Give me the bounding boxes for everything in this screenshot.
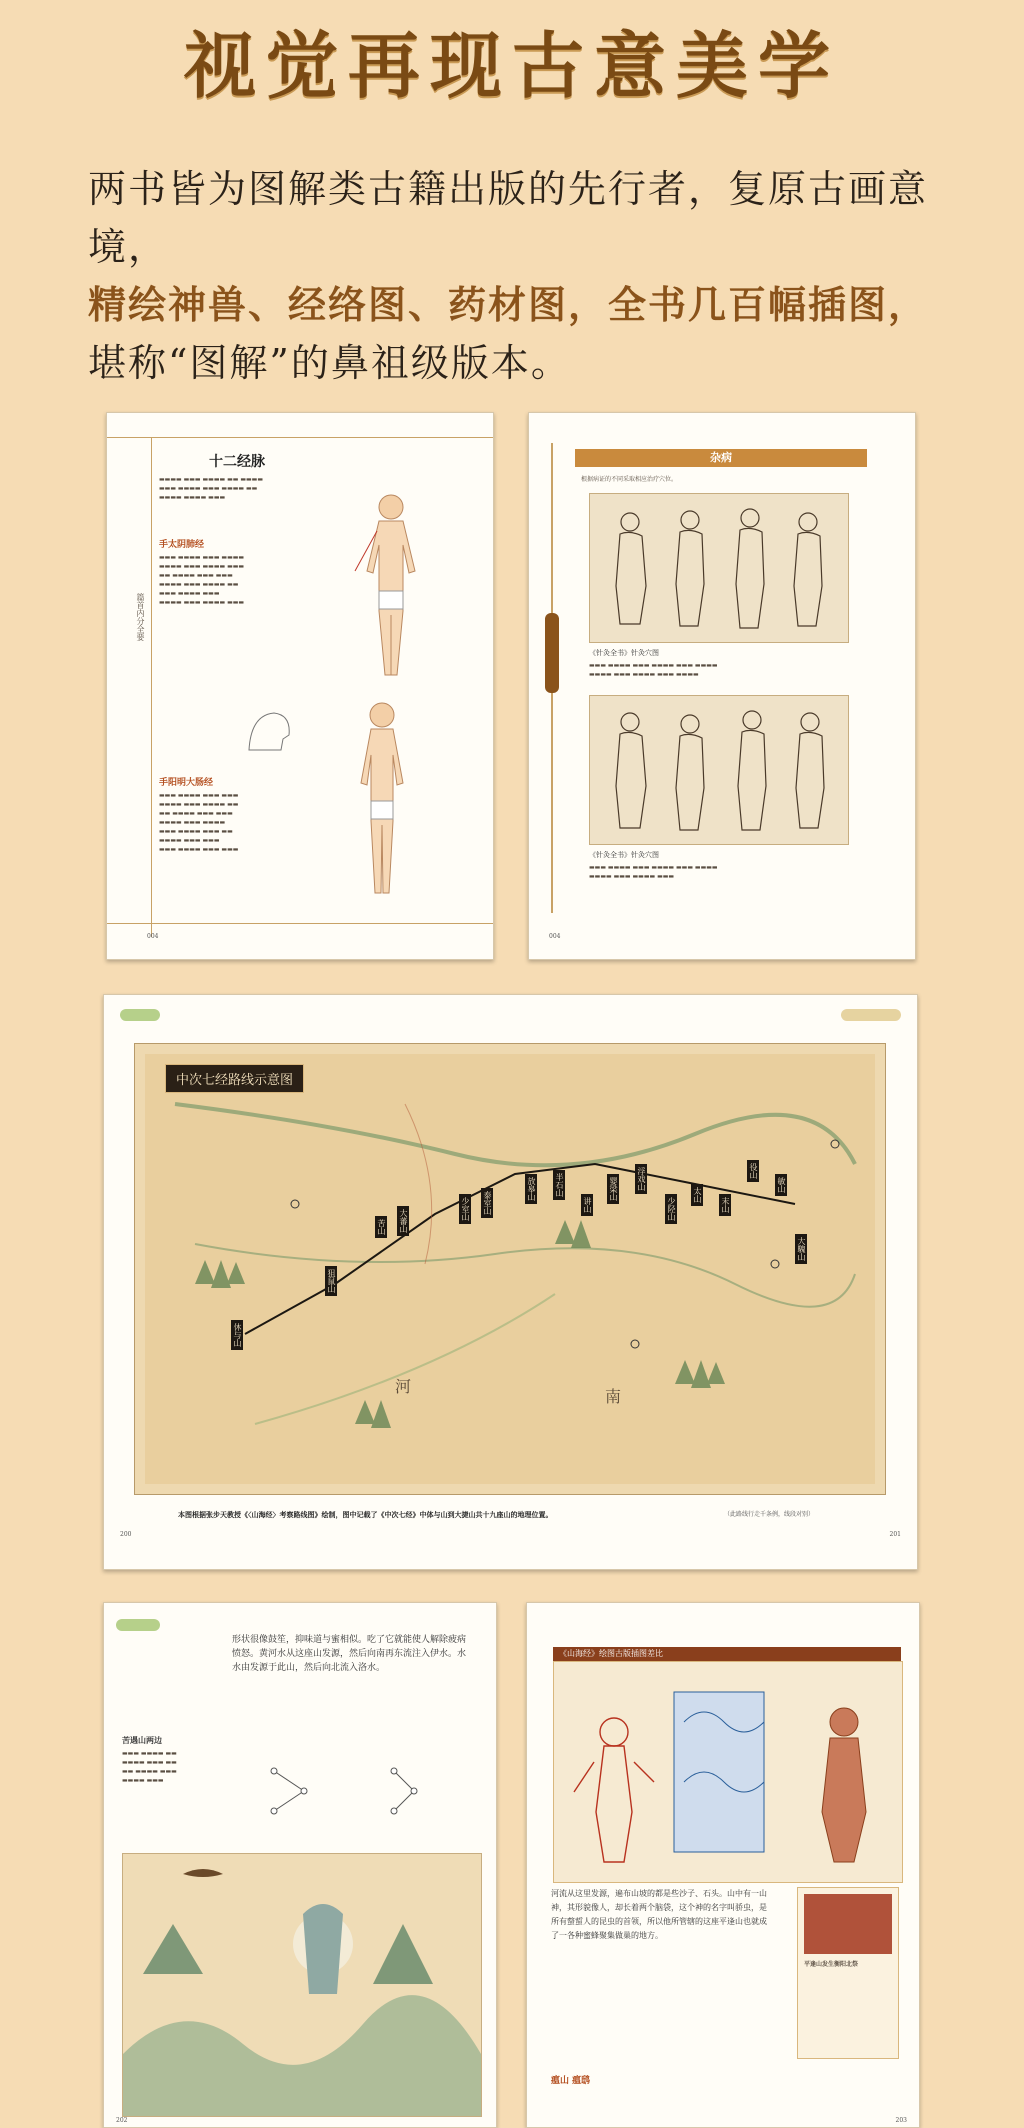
intro-line-3: 堪称“图解”的鼻祖级版本。 xyxy=(88,341,571,385)
acupuncture-illustration-1 xyxy=(589,493,849,643)
section-banner: 杂病 xyxy=(575,449,867,467)
mountain-label: 讲山 xyxy=(581,1194,593,1216)
comparison-panel xyxy=(553,1661,903,1883)
mountain-label: 大騩山 xyxy=(795,1234,807,1264)
caption-text-1: ▬▬▬ ▬▬▬▬ ▬▬▬ ▬▬▬▬ ▬▬▬ ▬▬▬▬ ▬▬▬▬ ▬▬▬ ▬▬▬▬ ▬▬▬ ▬▬▬▬ xyxy=(589,662,718,678)
map-caption: 本图根据张步天教授《〈山海经〉考察路线图》绘制，图中记载了《中次七经》中体与山到大捷山共十九座山的地理位置。 xyxy=(178,1510,553,1519)
book-page-diseases xyxy=(528,412,916,960)
figures-sketch-2 xyxy=(590,696,848,844)
temple-sidebar xyxy=(797,1887,899,2059)
mountain-label: 少陉山 xyxy=(665,1194,677,1224)
large-intestine-text: ▬▬▬ ▬▬▬▬ ▬▬▬ ▬▬▬ ▬▬▬▬ ▬▬▬ ▬▬▬▬ ▬▬ ▬▬ ▬▬▬▬ ▬▬▬ ▬▬▬ ▬▬▬▬ ▬▬▬ ▬▬▬▬ ▬▬▬ ▬▬▬▬ ▬▬▬ ▬▬ ▬▬▬▬ ▬▬▬ ▬▬▬ ▬▬▬ ▬▬▬▬ ▬▬▬ ▬▬▬ xyxy=(159,792,239,853)
section-title-lung: 手太阴肺经 xyxy=(159,540,205,550)
header-ornament-left xyxy=(120,1009,160,1021)
bottom-rule xyxy=(107,923,493,924)
map-caption-right: （此路线行走千条例，线段对别） xyxy=(724,1511,815,1518)
painting-artwork xyxy=(123,1854,481,2116)
mountain-label: 末山 xyxy=(719,1194,731,1216)
book-page-mountain-illustration xyxy=(103,1602,497,2128)
intro-line-2: 精绘神兽、经络图、药材图，全书几百幅插图， xyxy=(88,282,929,327)
constellation-diagram xyxy=(254,1751,474,1841)
caption-2: 《针灸全书》针灸穴图 xyxy=(589,851,659,859)
folio: 203 xyxy=(895,2117,907,2124)
section-subhead: 根据病证的不同采取相应治疗穴位。 xyxy=(581,476,678,483)
comparison-banner: 《山海经》绘图古版插图差比 xyxy=(553,1647,901,1661)
landscape-painting xyxy=(122,1853,482,2117)
caption-text-2: ▬▬▬ ▬▬▬▬ ▬▬▬ ▬▬▬▬ ▬▬▬ ▬▬▬▬ ▬▬▬▬ ▬▬▬ ▬▬▬▬ ▬▬▬ xyxy=(589,864,718,880)
lung-text: ▬▬▬ ▬▬▬▬ ▬▬▬ ▬▬▬▬ ▬▬▬▬ ▬▬▬ ▬▬▬▬ ▬▬▬ ▬▬ ▬▬▬▬ ▬▬▬ ▬▬▬ ▬▬▬▬ ▬▬▬ ▬▬▬▬ ▬▬ ▬▬▬ ▬▬▬▬ ▬▬▬ ▬▬▬▬ ▬▬▬ ▬▬▬▬ ▬▬▬ xyxy=(159,554,245,606)
book-page-meridians xyxy=(106,412,494,960)
human-figure-front xyxy=(341,491,441,681)
page-title: 视觉再现古意美学 xyxy=(183,23,840,108)
side-tab: 篇首内分全要 xyxy=(136,593,145,641)
mountain-label: 半石山 xyxy=(553,1170,565,1200)
region-label-nan: 南 xyxy=(605,1387,622,1406)
section-title-large-intestine: 手阳明大肠经 xyxy=(159,778,214,788)
acupuncture-illustration-2 xyxy=(589,695,849,845)
mountain-label: 大蕃山 xyxy=(397,1206,409,1236)
figures-sketch-1 xyxy=(590,494,848,642)
mountain-label: 休与山 xyxy=(231,1320,243,1350)
sidebar-caption: 平逢山发生衡阳北祭 xyxy=(804,1961,859,1968)
temple-photo xyxy=(804,1894,892,1954)
route-map xyxy=(134,1043,886,1495)
folio: 202 xyxy=(116,2117,128,2124)
region-label-he: 河 xyxy=(395,1377,412,1396)
folio-right: 201 xyxy=(889,1531,901,1538)
human-figure-side xyxy=(337,699,427,899)
mountain-label: 敏山 xyxy=(775,1174,787,1196)
mountain-label: 浮戏山 xyxy=(635,1164,647,1194)
mountain-label: 婴梁山 xyxy=(607,1174,619,1204)
mountain-label: 狙鼠山 xyxy=(325,1266,337,1296)
map-artwork xyxy=(135,1044,885,1494)
mountain-label: 役山 xyxy=(747,1160,759,1182)
head-profile xyxy=(239,705,299,755)
header-ornament xyxy=(116,1619,160,1631)
chapter-title: 十二经脉 xyxy=(209,454,265,470)
folio-left: 200 xyxy=(120,1531,132,1538)
mountain-label: 泰室山 xyxy=(481,1188,493,1218)
creature-illustrations xyxy=(554,1662,902,1882)
sidebar-title: 苦遇山两边 xyxy=(122,1735,162,1745)
mountain-label: 太山 xyxy=(691,1184,703,1206)
place-title: 瘟山 瘟鸱 xyxy=(551,2076,591,2086)
mountain-label: 苦山 xyxy=(375,1216,387,1238)
mountain-label: 少室山 xyxy=(459,1194,471,1224)
intro-paragraph xyxy=(88,160,948,392)
caption-1: 《针灸全书》针灸穴图 xyxy=(589,649,659,657)
title-banner xyxy=(0,0,1024,120)
top-rule xyxy=(107,437,493,438)
side-tab xyxy=(545,613,559,693)
map-title: 中次七经路线示意图 xyxy=(165,1064,304,1093)
book-page-creature-comparison xyxy=(526,1602,920,2128)
book-spread-map xyxy=(103,994,918,1570)
body-text: 形状很像鼓笙，抑味道与蜜相似。吃了它就能使人解除疲病愤怒。黄河水从这座山发源，然后向南再东流注入伊水。水水由发源于此山，然后向北流入洛水。 xyxy=(232,1635,467,1673)
body-text: 河流从这里发源，遍布山坡的都是些沙子、石头。山中有一山神，其形貌像人，却长着两个脑袋，这个神的名字叫骄虫，是所有螫蜇人的昆虫的首领，所以他所管辖的这座平逢山也就成了一各种蜜蜂聚集做巢的地方。 xyxy=(551,1889,767,1940)
folio: 004 xyxy=(549,933,561,940)
sidebar-text: ▬▬▬ ▬▬▬▬ ▬▬ ▬▬▬▬ ▬▬▬ ▬▬ ▬▬ ▬▬▬▬ ▬▬▬ ▬▬▬▬ ▬▬▬ xyxy=(122,1750,177,1784)
header-ornament-right xyxy=(841,1009,901,1021)
mountain-label: 放皋山 xyxy=(525,1174,537,1204)
folio: 004 xyxy=(147,933,159,940)
intro-text: ▬▬▬▬ ▬▬▬ ▬▬▬▬ ▬▬ ▬▬▬▬ ▬▬▬ ▬▬▬▬ ▬▬▬ ▬▬▬▬ ▬▬ ▬▬▬▬ ▬▬▬▬ ▬▬▬ xyxy=(159,476,264,501)
intro-line-1: 两书皆为图解类古籍出版的先行者，复原古画意境， xyxy=(88,167,929,269)
side-rule xyxy=(151,437,152,937)
